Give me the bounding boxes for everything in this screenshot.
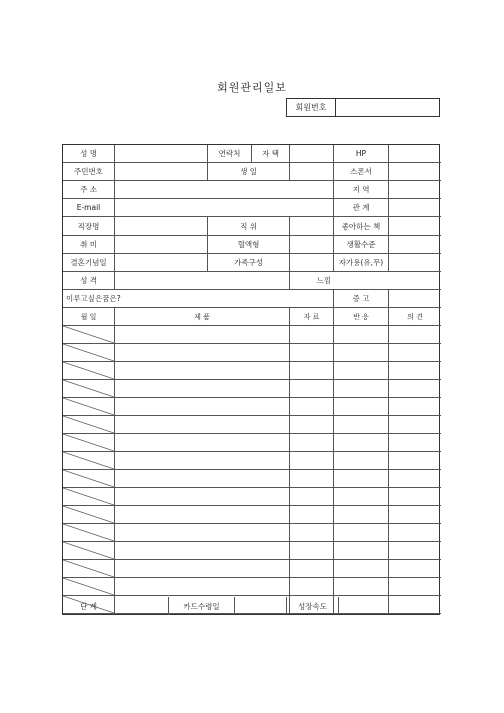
log-cell-product[interactable] (115, 416, 290, 434)
log-cell-date[interactable] (63, 398, 115, 416)
log-cell-date[interactable] (63, 434, 115, 452)
reference-field[interactable] (389, 290, 441, 308)
log-cell-opinion[interactable] (389, 398, 441, 416)
date-diagonal-line (63, 452, 114, 469)
log-cell-opinion[interactable] (389, 524, 441, 542)
personality-field[interactable] (115, 272, 290, 290)
resident-no-label: 주민번호 (63, 163, 115, 181)
log-cell-reaction[interactable] (334, 470, 389, 488)
sponsor-label: 스폰서 (334, 163, 389, 181)
date-diagonal-line (63, 470, 114, 487)
log-cell-opinion[interactable] (389, 560, 441, 578)
log-cell-product[interactable] (115, 542, 290, 560)
log-cell-material[interactable] (290, 506, 334, 524)
log-cell-reaction[interactable] (334, 380, 389, 398)
log-cell-date[interactable] (63, 470, 115, 488)
date-diagonal-line (63, 344, 114, 361)
log-cell-date[interactable] (63, 326, 115, 344)
log-cell-opinion[interactable] (389, 470, 441, 488)
log-cell-date[interactable] (63, 578, 115, 596)
log-cell-reaction[interactable] (334, 488, 389, 506)
log-cell-opinion[interactable] (389, 452, 441, 470)
hp-field[interactable] (389, 145, 441, 163)
log-cell-opinion[interactable] (389, 488, 441, 506)
log-cell-date[interactable] (63, 596, 115, 614)
member-number-label: 회원번호 (287, 99, 336, 116)
date-diagonal-line (63, 542, 114, 559)
date-diagonal-line (63, 560, 114, 577)
date-diagonal-line (63, 380, 114, 397)
address-field[interactable] (115, 181, 334, 199)
log-cell-reaction[interactable] (334, 362, 389, 380)
log-cell-material[interactable] (290, 524, 334, 542)
log-cell-product[interactable] (115, 506, 290, 524)
name-field[interactable] (115, 145, 208, 163)
log-cell-date[interactable] (63, 344, 115, 362)
log-cell-date[interactable] (63, 488, 115, 506)
sponsor-field[interactable] (389, 163, 441, 181)
log-cell-product[interactable] (115, 380, 290, 398)
anniversary-field[interactable] (115, 254, 208, 272)
log-cell-material[interactable] (290, 452, 334, 470)
log-cell-product[interactable] (115, 596, 290, 614)
log-cell-opinion[interactable] (389, 380, 441, 398)
family-label: 가족구성 (208, 254, 290, 272)
log-cell-material[interactable] (290, 326, 334, 344)
log-cell-material[interactable] (290, 362, 334, 380)
log-cell-reaction[interactable] (334, 326, 389, 344)
favorite-book-field[interactable] (389, 217, 441, 236)
birthday-label: 생 일 (208, 163, 290, 181)
log-cell-product[interactable] (115, 488, 290, 506)
date-diagonal-line (63, 416, 114, 433)
date-diagonal-line (63, 578, 114, 595)
position-field[interactable] (290, 217, 334, 236)
log-cell-material[interactable] (290, 344, 334, 362)
hobby-field[interactable] (115, 236, 208, 254)
impression-label: 느낌 (290, 272, 334, 290)
favorite-book-label: 좋아하는 책 (334, 217, 389, 236)
address-label: 주 소 (63, 181, 115, 199)
log-cell-product[interactable] (115, 578, 290, 596)
log-cell-reaction[interactable] (334, 398, 389, 416)
log-cell-reaction[interactable] (334, 434, 389, 452)
log-cell-material[interactable] (290, 596, 334, 614)
home-phone-label: 자 택 (252, 145, 290, 163)
log-cell-reaction[interactable] (334, 344, 389, 362)
dream-label: 이루고싶은꿈은? (63, 290, 143, 308)
log-cell-material[interactable] (290, 470, 334, 488)
member-number-field[interactable] (336, 99, 439, 116)
card-date-label: 카드수령일 (169, 597, 235, 615)
log-cell-date[interactable] (63, 416, 115, 434)
email-field[interactable] (115, 199, 334, 217)
log-cell-opinion[interactable] (389, 434, 441, 452)
member-form (62, 144, 440, 615)
log-cell-reaction[interactable] (334, 506, 389, 524)
dream-field[interactable] (143, 290, 334, 308)
log-cell-opinion[interactable] (389, 506, 441, 524)
date-diagonal-line (63, 524, 114, 541)
date-diagonal-line (63, 506, 114, 523)
relation-field[interactable] (389, 199, 441, 217)
log-header-material: 자 료 (290, 308, 334, 326)
car-label: 자가용(유,무) (334, 254, 389, 272)
growth-label: 성장속도 (287, 597, 339, 615)
log-cell-product[interactable] (115, 560, 290, 578)
log-header-date: 월 일 (63, 308, 115, 326)
log-cell-reaction[interactable] (334, 560, 389, 578)
resident-no-field[interactable] (115, 163, 208, 181)
log-cell-date[interactable] (63, 452, 115, 470)
log-cell-material[interactable] (290, 542, 334, 560)
log-header-opinion: 의 견 (389, 308, 441, 326)
log-cell-date[interactable] (63, 362, 115, 380)
date-diagonal-line (63, 326, 114, 343)
hp-label: HP (334, 145, 389, 163)
log-cell-opinion[interactable] (389, 326, 441, 344)
log-cell-opinion[interactable] (389, 542, 441, 560)
log-cell-opinion[interactable] (389, 416, 441, 434)
log-cell-product[interactable] (115, 344, 290, 362)
log-cell-material[interactable] (290, 416, 334, 434)
log-cell-opinion[interactable] (389, 596, 441, 614)
log-cell-material[interactable] (290, 434, 334, 452)
log-cell-reaction[interactable] (334, 578, 389, 596)
log-cell-date[interactable] (63, 560, 115, 578)
log-cell-material[interactable] (290, 380, 334, 398)
car-field[interactable] (389, 254, 441, 272)
log-cell-material[interactable] (290, 488, 334, 506)
region-field[interactable] (389, 181, 441, 199)
log-cell-reaction[interactable] (334, 416, 389, 434)
reference-label: 증 고 (334, 290, 389, 308)
workplace-label: 직장명 (63, 217, 115, 236)
family-field[interactable] (290, 254, 334, 272)
log-cell-date[interactable] (63, 524, 115, 542)
log-cell-product[interactable] (115, 524, 290, 542)
living-standard-label: 생활수준 (334, 236, 389, 254)
blood-type-label: 혈액형 (208, 236, 290, 254)
home-phone-field[interactable] (290, 145, 334, 163)
log-cell-opinion[interactable] (389, 578, 441, 596)
log-cell-material[interactable] (290, 398, 334, 416)
log-cell-product[interactable] (115, 398, 290, 416)
hobby-label: 취 미 (63, 236, 115, 254)
name-label: 성 명 (63, 145, 115, 163)
log-header-product: 제 품 (115, 308, 290, 326)
log-cell-reaction[interactable] (334, 542, 389, 560)
log-cell-material[interactable] (290, 560, 334, 578)
log-cell-date[interactable] (63, 542, 115, 560)
log-cell-product[interactable] (115, 452, 290, 470)
log-cell-product[interactable] (115, 470, 290, 488)
position-label: 직 위 (208, 217, 290, 236)
birthday-field[interactable] (290, 163, 334, 181)
log-cell-product[interactable] (115, 362, 290, 380)
date-diagonal-line (63, 434, 114, 451)
anniversary-label: 결혼기념일 (63, 254, 115, 272)
personality-label: 성 격 (63, 272, 115, 290)
blood-type-field[interactable] (290, 236, 334, 254)
log-cell-product[interactable] (115, 326, 290, 344)
log-header-reaction: 반 응 (334, 308, 389, 326)
date-diagonal-line (63, 398, 114, 415)
email-label: E-mail (63, 199, 115, 217)
date-diagonal-line (63, 596, 114, 613)
impression-field[interactable] (334, 272, 441, 290)
log-cell-material[interactable] (290, 578, 334, 596)
log-cell-date[interactable] (63, 380, 115, 398)
log-cell-opinion[interactable] (389, 362, 441, 380)
log-cell-reaction[interactable] (334, 596, 389, 614)
log-cell-reaction[interactable] (334, 452, 389, 470)
date-diagonal-line (63, 362, 114, 379)
relation-label: 관 계 (334, 199, 389, 217)
region-label: 지 역 (334, 181, 389, 199)
log-cell-reaction[interactable] (334, 524, 389, 542)
date-diagonal-line (63, 488, 114, 505)
log-cell-product[interactable] (115, 434, 290, 452)
member-number-box (286, 98, 440, 117)
stage-label: 단 계 (63, 597, 115, 615)
log-cell-opinion[interactable] (389, 344, 441, 362)
workplace-field[interactable] (115, 217, 208, 236)
contact-label: 연락처 (208, 145, 252, 163)
log-cell-date[interactable] (63, 506, 115, 524)
page-title: 회원관리일보 (217, 81, 287, 94)
living-standard-field[interactable] (389, 236, 441, 254)
